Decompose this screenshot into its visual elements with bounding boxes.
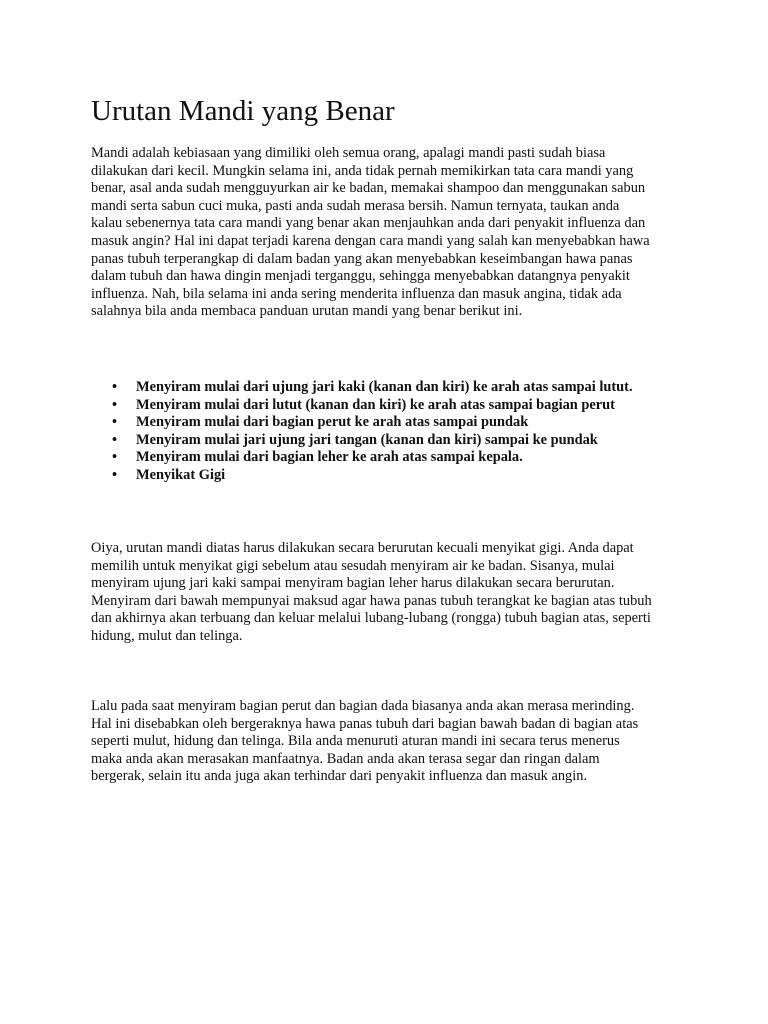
paragraph-line: Lalu pada saat menyiram bagian perut dan bagian dada biasanya anda akan merasa merinding. bbox=[91, 698, 635, 714]
order-explanation-paragraph bbox=[91, 540, 681, 646]
list-item bbox=[91, 432, 633, 450]
intro-line: salahnya bila anda membaca panduan urutan mandi yang benar berikut ini. bbox=[91, 303, 523, 320]
intro-line: kalau sebenernya tata cara mandi yang benar akan menjauhkan anda dari penyakit influenza dan bbox=[91, 215, 646, 232]
paragraph-line: maka anda akan merasakan manfaatnya. Badan anda akan terasa segar dan ringan dalam bbox=[91, 750, 600, 767]
bullet-icon: • bbox=[112, 449, 118, 466]
bath-steps-list bbox=[91, 379, 633, 485]
paragraph-line: menyiram ujung jari kaki sampai menyiram bagian leher harus dilakukan secara berurutan. bbox=[91, 575, 615, 592]
intro-line: Mandi adalah kebiasaan yang dimiliki oleh semua orang, apalagi mandi pasti sudah biasa bbox=[91, 145, 606, 161]
paragraph-line: Menyiram dari bawah mempunyai maksud agar hawa panas tubuh terangkat ke bagian atas tubuh bbox=[91, 592, 652, 609]
paragraph-line: Hal ini disebabkan oleh bergeraknya hawa panas tubuh dari bagian bawah badan di bagian atas bbox=[91, 715, 639, 732]
paragraph-line: hidung, mulut dan telinga. bbox=[91, 627, 243, 644]
benefits-paragraph bbox=[91, 698, 681, 786]
list-item bbox=[91, 449, 633, 467]
list-item bbox=[91, 397, 633, 415]
intro-line: influenza. Nah, bila selama ini anda sering menderita influenza dan masuk angina, tidak ada bbox=[91, 285, 622, 302]
step-text: Menyiram mulai dari lutut (kanan dan kiri) ke arah atas sampai bagian perut bbox=[136, 396, 615, 413]
step-text: Menyiram mulai dari bagian leher ke arah atas sampai kepala. bbox=[136, 449, 523, 466]
step-text: Menyiram mulai dari bagian perut ke arah atas sampai pundak bbox=[136, 414, 529, 431]
intro-line: dalam tubuh dan hawa dingin menjadi terganggu, sehingga menyebabkan datangnya penyakit bbox=[91, 268, 630, 285]
intro-line: masuk angin? Hal ini dapat terjadi karena dengan cara mandi yang salah kan menyebabkan hawa bbox=[91, 232, 650, 249]
intro-line: dilakukan dari kecil. Mungkin selama ini, anda tidak pernah memikirkan tata cara mandi yang bbox=[91, 162, 634, 179]
list-item bbox=[91, 379, 633, 397]
bullet-icon: • bbox=[112, 379, 118, 395]
bullet-icon: • bbox=[112, 396, 118, 413]
intro-paragraph bbox=[91, 145, 681, 321]
bullet-icon: • bbox=[112, 431, 118, 448]
paragraph-line: bergerak, selain itu anda juga akan terhindar dari penyakit influenza dan masuk angin. bbox=[91, 768, 588, 785]
step-text: Menyikat Gigi bbox=[136, 466, 226, 483]
page-title: Urutan Mandi yang Benar bbox=[91, 95, 395, 127]
bullet-icon: • bbox=[112, 414, 118, 431]
step-text: Menyiram mulai jari ujung jari tangan (kanan dan kiri) sampai ke pundak bbox=[136, 431, 598, 448]
bullet-icon: • bbox=[112, 466, 118, 483]
paragraph-line: seperti mulut, hidung dan telinga. Bila anda menuruti aturan mandi ini secara terus menerus bbox=[91, 733, 620, 750]
intro-line: panas tubuh terperangkap di dalam badan yang akan menyebabkan keseimbangan hawa panas bbox=[91, 250, 633, 267]
intro-line: mandi serta sabun cuci muka, pasti anda sudah merasa bersih. Namun ternyata, taukan anda bbox=[91, 197, 620, 214]
paragraph-line: dan akhirnya akan terbuang dan keluar melalui lubang-lubang (rongga) tubuh bagian atas, seperti bbox=[91, 610, 651, 627]
list-item bbox=[91, 467, 633, 485]
intro-line: benar, asal anda sudah mengguyurkan air ke badan, memakai shampoo dan menggunakan sabun bbox=[91, 180, 646, 197]
paragraph-line: Oiya, urutan mandi diatas harus dilakukan secara berurutan kecuali menyikat gigi. Anda dapat bbox=[91, 540, 634, 556]
step-text: Menyiram mulai dari ujung jari kaki (kanan dan kiri) ke arah atas sampai lutut. bbox=[136, 379, 633, 395]
paragraph-line: memilih untuk menyikat gigi sebelum atau sesudah menyiram air ke badan. Sisanya, mulai bbox=[91, 557, 615, 574]
list-item bbox=[91, 414, 633, 432]
